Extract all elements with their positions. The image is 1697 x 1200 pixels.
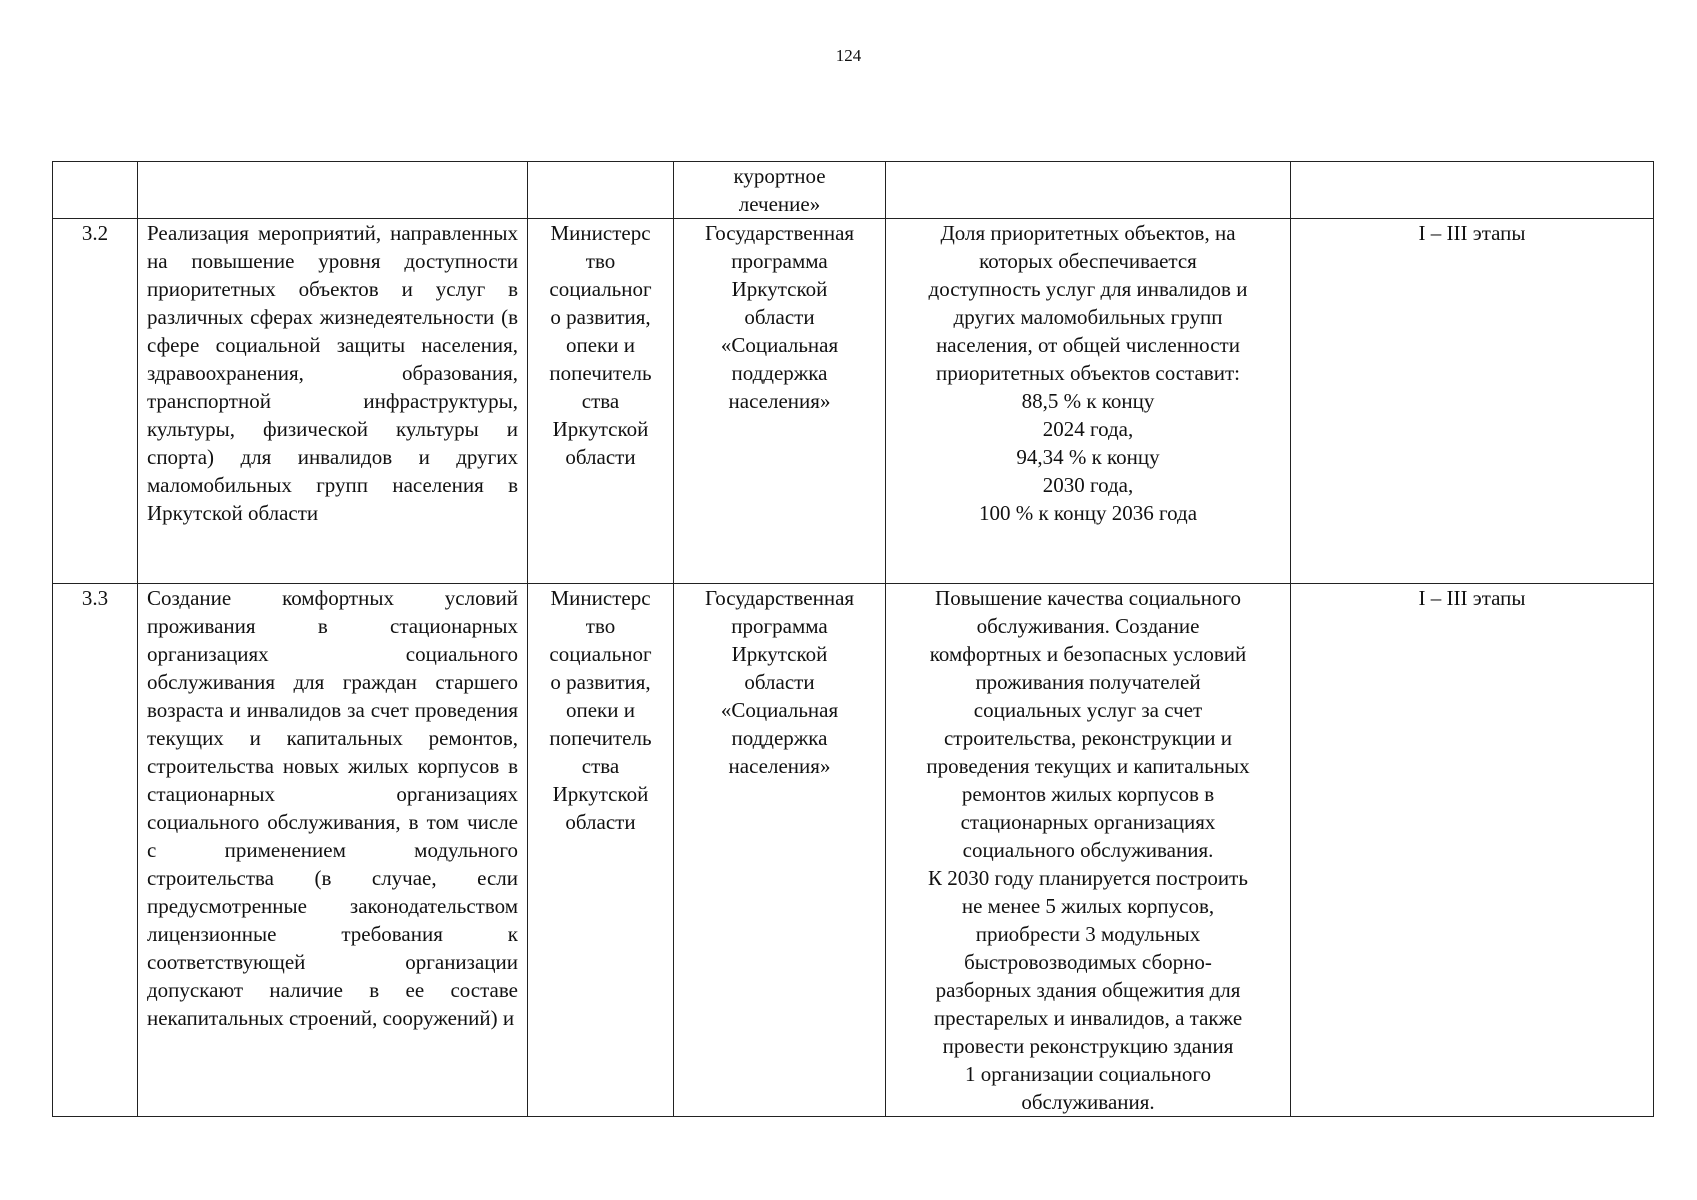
result-line: не менее 5 жилых корпусов, xyxy=(961,894,1215,918)
result-line: обслуживания. xyxy=(1021,1090,1155,1114)
result-line: разборных здания общежития для xyxy=(935,978,1241,1002)
result-line: Доля приоритетных объектов, на xyxy=(940,221,1236,245)
responsible-line: Иркутской xyxy=(552,782,649,806)
program-line: «Социальная xyxy=(720,333,839,357)
table-row-continuation xyxy=(53,162,1654,219)
responsible-line: попечитель xyxy=(549,726,652,750)
result-line: 88,5 % к концу xyxy=(1021,389,1155,413)
responsible-line: Министерс xyxy=(550,221,651,245)
result-line: престарелых и инвалидов, а также xyxy=(933,1006,1243,1030)
result-line: населения, от общей численности xyxy=(936,333,1240,357)
result-line: приоритетных объектов составит: xyxy=(936,361,1240,385)
cell-result xyxy=(886,219,1291,584)
cell-activity: Реализация мероприятий, направленных на повышение уровня доступности приоритетных объектов и услуг в различных сферах жизнедеятельности (в сфере социальной защиты населения, здравоохранения, образования, транспортной инфраструктуры, культуры, физической культуры и спорта) для инвалидов и других маломобильных групп населения в Иркутской области xyxy=(138,219,528,584)
cell-result xyxy=(886,162,1291,219)
program-line: программа xyxy=(731,614,828,638)
cell-program xyxy=(674,584,886,1117)
program-line: Иркутской xyxy=(731,277,828,301)
cell-program xyxy=(674,219,886,584)
program-line: Иркутской xyxy=(731,642,828,666)
responsible-line: области xyxy=(565,445,636,469)
responsible-line: социальног xyxy=(549,642,652,666)
program-line: «Социальная xyxy=(720,698,839,722)
cell-responsible xyxy=(528,584,674,1117)
responsible-line: социальног xyxy=(549,277,652,301)
responsible-line: ства xyxy=(581,389,620,413)
result-line: которых обеспечивается xyxy=(979,249,1197,273)
program-line: области xyxy=(744,305,815,329)
result-line: социального обслуживания. xyxy=(962,838,1214,862)
program-line: поддержка xyxy=(731,726,828,750)
cell-stage: I – III этапы xyxy=(1291,219,1654,584)
result-line: 2030 года, xyxy=(1042,473,1134,497)
table-row-3-2 xyxy=(53,219,1654,584)
responsible-line: о развития, xyxy=(550,670,651,694)
result-line: 1 организации социального xyxy=(965,1062,1211,1086)
result-line: строительства, реконструкции и xyxy=(943,726,1233,750)
cell-stage: I – III этапы xyxy=(1291,584,1654,1117)
responsible-line: области xyxy=(565,810,636,834)
responsible-line: опеки и xyxy=(566,698,635,722)
cell-stage xyxy=(1291,162,1654,219)
program-line: Государственная xyxy=(704,221,855,245)
result-line: Повышение качества социального xyxy=(935,586,1241,610)
program-line: области xyxy=(744,670,815,694)
cell-num xyxy=(53,162,138,219)
cell-responsible xyxy=(528,162,674,219)
result-line: 94,34 % к концу xyxy=(1016,445,1160,469)
cell-activity: Создание комфортных условий проживания в стационарных организациях социального обслуживания для граждан старшего возраста и инвалидов за счет проведения текущих и капитальных ремонтов, строительства новых жилых корпусов в стационарных организациях социального обслуживания, в том числе с применением модульного строительства (в случае, если предусмотренные законодательством лицензионные требования к соответствующей организации допускают наличие в ее составе некапитальных строений, сооружений) и xyxy=(138,584,528,1117)
responsible-line: ства xyxy=(581,754,620,778)
program-line: курортное xyxy=(733,164,826,188)
cell-responsible xyxy=(528,219,674,584)
result-line: проведения текущих и капитальных xyxy=(926,754,1250,778)
result-line: 2024 года, xyxy=(1042,417,1134,441)
program-line: населения» xyxy=(728,389,831,413)
program-line: населения» xyxy=(728,754,831,778)
responsible-line: опеки и xyxy=(566,333,635,357)
result-line: комфортных и безопасных условий xyxy=(929,642,1247,666)
cell-num: 3.2 xyxy=(53,219,138,584)
result-line: социальных услуг за счет xyxy=(973,698,1203,722)
program-line: Государственная xyxy=(704,586,855,610)
responsible-line: попечитель xyxy=(549,361,652,385)
cell-program xyxy=(674,162,886,219)
result-line: быстровозводимых сборно- xyxy=(964,950,1212,974)
program-table xyxy=(52,161,1654,1117)
program-line: программа xyxy=(731,249,828,273)
page-number: 124 xyxy=(835,46,862,65)
result-line: провести реконструкцию здания xyxy=(942,1034,1234,1058)
responsible-line: Министерс xyxy=(550,586,651,610)
result-line: проживания получателей xyxy=(975,670,1201,694)
table-row-3-3 xyxy=(53,584,1654,1117)
responsible-line: Иркутской xyxy=(552,417,649,441)
program-line: поддержка xyxy=(731,361,828,385)
result-line: доступность услуг для инвалидов и xyxy=(928,277,1248,301)
result-line: К 2030 году планируется построить xyxy=(928,866,1248,890)
result-line: 100 % к концу 2036 года xyxy=(978,501,1198,525)
result-line: ремонтов жилых корпусов в xyxy=(961,782,1215,806)
result-line: других маломобильных групп xyxy=(953,305,1223,329)
cell-activity xyxy=(138,162,528,219)
cell-num: 3.3 xyxy=(53,584,138,1117)
cell-result xyxy=(886,584,1291,1117)
program-line: лечение» xyxy=(738,192,821,216)
responsible-line: тво xyxy=(585,614,616,638)
responsible-line: о развития, xyxy=(550,305,651,329)
result-line: обслуживания. Создание xyxy=(976,614,1200,638)
responsible-line: тво xyxy=(585,249,616,273)
result-line: стационарных организациях xyxy=(960,810,1216,834)
result-line: приобрести 3 модульных xyxy=(975,922,1201,946)
